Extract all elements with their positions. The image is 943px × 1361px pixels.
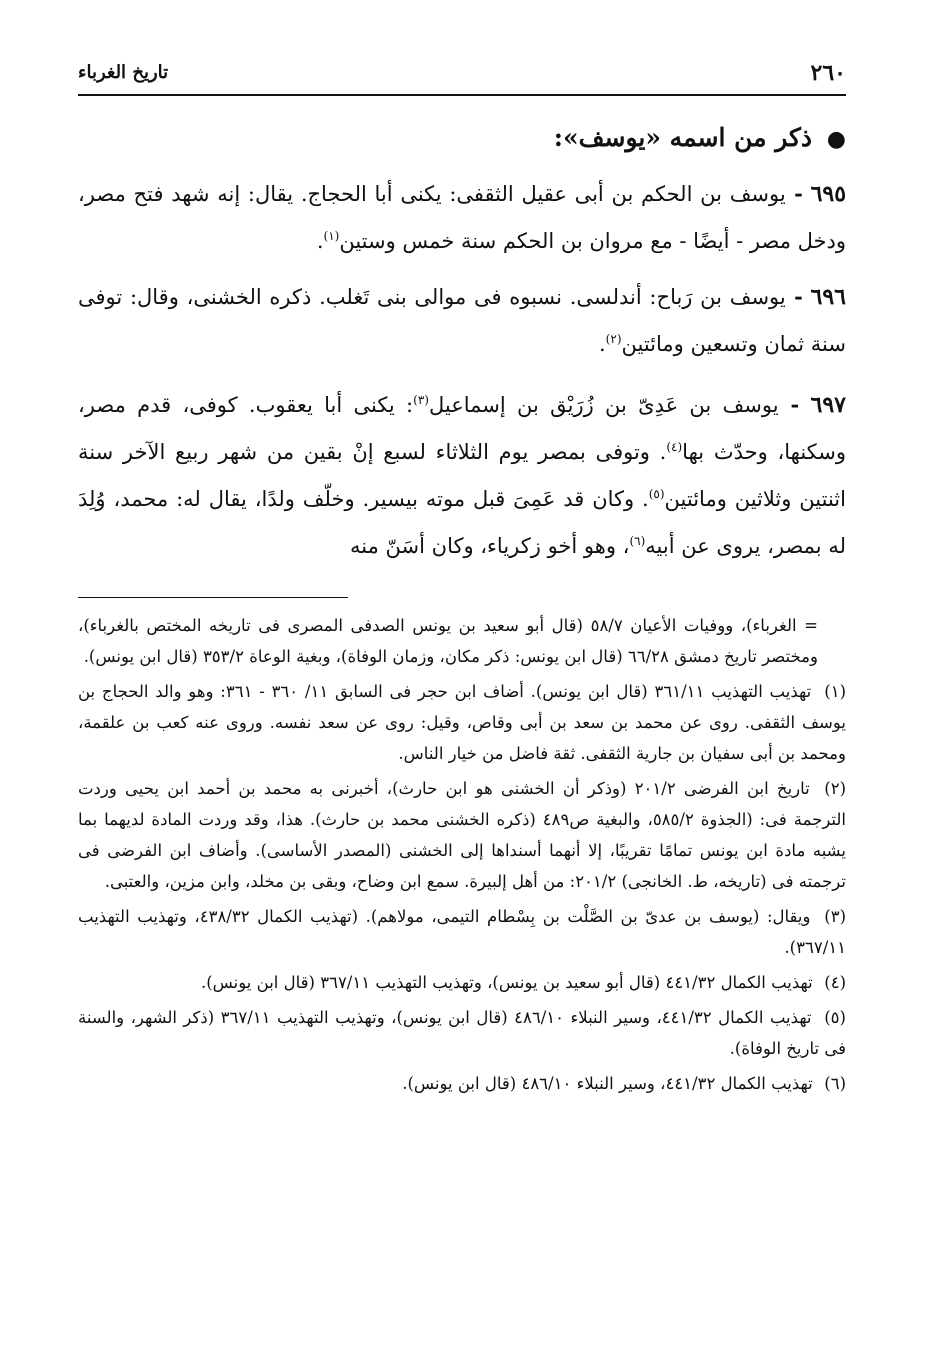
footnote-6 bbox=[78, 1068, 846, 1099]
entry-text-part: . وكان قد عَمِىَ قبل موته بيسير. وخلّف ولدًا، يقال له: محمد، وُلِدَ له بمصر، يروى عن أبيه bbox=[78, 487, 846, 558]
entry-text: يوسف بن الحكم بن أبى عقيل الثقفى: يكنى أبا الحجاج. يقال: إنه شهد فتح مصر، ودخل مصر - أيضًا - مع مروان بن الحكم سنة خمس وستين bbox=[78, 182, 846, 253]
entry-tail: . bbox=[598, 332, 606, 356]
entry-696 bbox=[78, 276, 846, 365]
footnote-continuation: = الغرباء)، ووفيات الأعيان ٥٨/٧ (قال أبو سعيد بن يونس الصدفى المصرى فى تاريخه المختص بالغرباء)، ومختصر تاريخ دمشق ٦٦/٢٨ (قال ابن يونس: ذكر مكان، وزمان الوفاة)، وبغية الوعاة ٣٥٣/٢ (قال ابن يونس). bbox=[78, 616, 819, 666]
footnote-text: تهذيب الكمال ٤٤١/٣٢، وسير النبلاء ٤٨٦/١٠ (قال ابن يونس)، وتهذيب التهذيب ٣٦٧/١١ (ذكر الشهر، والسنة فى تاريخ الوفاة). bbox=[78, 1008, 846, 1058]
running-title: تاريخ الغرباء bbox=[78, 62, 169, 83]
footnote-3 bbox=[78, 901, 846, 963]
footnote-ref: (٢) bbox=[605, 332, 622, 346]
footnote-label: (٣) bbox=[824, 907, 847, 926]
entry-dash: - bbox=[785, 181, 803, 206]
entry-number: ٦٩٧ bbox=[810, 392, 846, 418]
footnote-text: تهذيب الكمال ٤٤١/٣٢ (قال أبو سعيد بن يونس)، وتهذيب التهذيب ٣٦٧/١١ (قال ابن يونس). bbox=[200, 973, 813, 992]
document-page bbox=[78, 54, 846, 1103]
footnote-1 bbox=[78, 676, 846, 769]
footnote-text: تهذيب التهذيب ٣٦١/١١ (قال ابن يونس). أضاف ابن حجر فى السابق ١١/ ٣٦٠ - ٣٦١: وهو والد الحجاج بن يوسف الثقفى. روى عن محمد بن سعد بن أبى وقاص، وقيل: روى عن سعد نفسه. وروى عنه كعب بن علقمة، ومحمد بن أبى سفيان بن جارية الثقفى. ثقة فاضل من خيار الناس. bbox=[78, 682, 846, 763]
section-heading bbox=[78, 118, 846, 159]
entry-tail: . bbox=[316, 229, 324, 253]
entry-697 bbox=[78, 379, 846, 567]
footnote-5 bbox=[78, 1002, 846, 1064]
footnote-label: (٥) bbox=[824, 1008, 846, 1027]
footnote-label: (١) bbox=[824, 682, 846, 701]
footnote-text: ويقال: (يوسف بن عدىّ بن الصَّلْت بن بِسْطام التيمى، مولاهم). (تهذيب الكمال ٤٣٨/٣٢، وتهذيب التهذيب ٣٦٧/١١). bbox=[78, 907, 846, 957]
footnote-ref: (٦) bbox=[629, 534, 646, 548]
footnote-2 bbox=[78, 773, 846, 897]
section-title: ذكر من اسمه «يوسف»: bbox=[553, 123, 813, 152]
entry-dash: - bbox=[778, 392, 800, 417]
page-header bbox=[78, 54, 846, 96]
footnote-ref: (٤) bbox=[666, 440, 683, 454]
page-number: ٢٦٠ bbox=[810, 60, 846, 86]
entry-text-part: . وتوفى بمصر يوم الثلاثاء لسبع إنْ بقين من شهر ربيع الآخر سنة اثنتين وثلاثين ومائتين bbox=[78, 440, 846, 511]
entry-dash: - bbox=[785, 284, 803, 309]
footnote-label: (٦) bbox=[824, 1074, 846, 1093]
footnote-4 bbox=[78, 967, 846, 998]
footnote-label: (٤) bbox=[824, 973, 846, 992]
footnote-ref: (١) bbox=[323, 229, 340, 243]
footnotes bbox=[78, 610, 846, 1099]
footnote-ref: (٣) bbox=[413, 393, 429, 407]
footnote-text: تهذيب الكمال ٤٤١/٣٢، وسير النبلاء ٤٨٦/١٠ (قال ابن يونس). bbox=[402, 1074, 813, 1093]
entry-695 bbox=[78, 173, 846, 262]
entry-text-part: يوسف بن عَدِىّ بن زُرَيْق بن إسماعيل bbox=[428, 393, 779, 417]
entry-text: يوسف بن رَباح: أندلسى. نسبوه فى موالى بنى تَغلب. ذكره الخشنى، وقال: توفى سنة ثمان وتسعين ومائتين bbox=[78, 285, 846, 356]
entry-text-part: : يكنى أبا يعقوب. كوفى، قدم مصر، وسكنها، وحدّث بها bbox=[78, 393, 846, 464]
entry-number: ٦٩٦ bbox=[810, 284, 846, 310]
bullet-icon: ● bbox=[826, 126, 846, 152]
footnote-ref: (٥) bbox=[648, 487, 665, 501]
footnote-text: تاريخ ابن الفرضى ٢٠١/٢ (وذكر أن الخشنى هو ابن حارث)، أخبرنى به محمد بن أحمد ابن يحيى وردت الترجمة فى: (الجذوة ٥٨٥/٢، والبغية ص٤٨٩ (ذكره الخشنى محمد بن حارث). هذا، وقد وردت المادة لديهما بما يشبه مادة ابن يونس تمامًا تقريبًا، إلا أنهما أسنداها إلى الخشنى (المصدر الأساسى). وأضاف ابن الفرضى فى ترجمته فى (تاريخه، ط. الخانجى) ٢٠١/٢: من أهل إلبيرة. سمع ابن وضاح، وبقى بن مخلد، وابن مزين، والعتبى. bbox=[78, 779, 847, 891]
entry-number: ٦٩٥ bbox=[810, 181, 847, 207]
footnote-divider bbox=[78, 597, 348, 598]
entry-text-part: ، وهو أخو زكرياء، وكان أسَنّ منه bbox=[350, 534, 630, 558]
footnote-label: (٢) bbox=[824, 779, 846, 798]
